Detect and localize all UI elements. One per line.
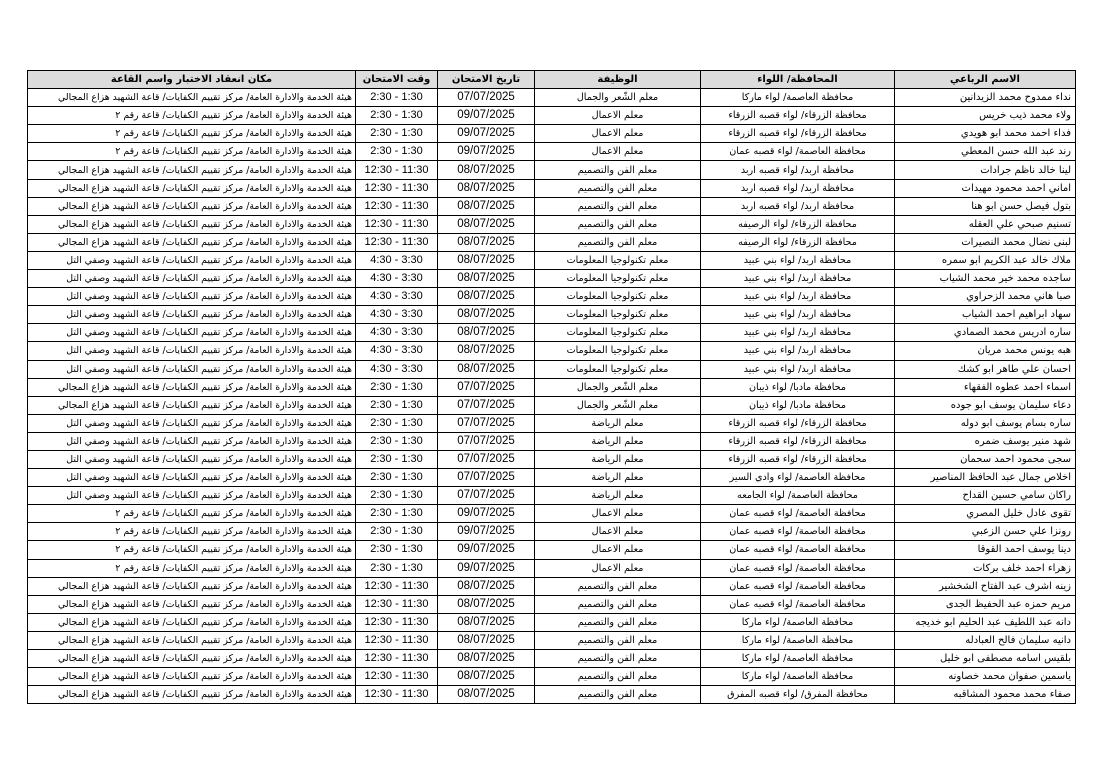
- date-cell: 09/07/2025: [438, 523, 535, 541]
- header-time: وقت الامتحان: [356, 71, 438, 89]
- job-cell: معلم الفن والتصميم: [535, 595, 701, 613]
- job-cell: معلم تكنولوجيا المعلومات: [535, 306, 701, 324]
- date-cell: 08/07/2025: [438, 650, 535, 668]
- place-cell: هيئة الخدمة والادارة العامة/ مركز تقييم الكفايات/ قاعة الشهيد وصفي التل: [28, 288, 356, 306]
- date-cell: 08/07/2025: [438, 270, 535, 288]
- governorate-cell: محافظة العاصمة/ لواء قصبه عمان: [701, 523, 895, 541]
- place-cell: هيئة الخدمة والادارة العامة/ مركز تقييم الكفايات/ قاعة الشهيد هزاع المجالي: [28, 179, 356, 197]
- place-cell: هيئة الخدمة والادارة العامة/ مركز تقييم الكفايات/ قاعة رقم ٢: [28, 107, 356, 125]
- place-cell: هيئة الخدمة والادارة العامة/ مركز تقييم الكفايات/ قاعة الشهيد هزاع المجالي: [28, 161, 356, 179]
- job-cell: معلم الفن والتصميم: [535, 179, 701, 197]
- table-row: [28, 432, 1076, 450]
- place-cell: هيئة الخدمة والادارة العامة/ مركز تقييم الكفايات/ قاعة رقم ٢: [28, 541, 356, 559]
- time-cell: 2:30 - 1:30: [356, 541, 438, 559]
- time-cell: 2:30 - 1:30: [356, 125, 438, 143]
- time-cell: 12:30 - 11:30: [356, 161, 438, 179]
- place-cell: هيئة الخدمة والادارة العامة/ مركز تقييم الكفايات/ قاعة رقم ٢: [28, 143, 356, 161]
- header-governorate: المحافظة/ اللواء: [701, 71, 895, 89]
- job-cell: معلم الشّعر والجمال: [535, 396, 701, 414]
- place-cell: هيئة الخدمة والادارة العامة/ مركز تقييم الكفايات/ قاعة الشهيد وصفي التل: [28, 487, 356, 505]
- table-row: [28, 288, 1076, 306]
- date-cell: 09/07/2025: [438, 541, 535, 559]
- governorate-cell: محافظة الزرقاء/ لواء قصبه الزرقاء: [701, 450, 895, 468]
- table-row: [28, 360, 1076, 378]
- time-cell: 4:30 - 3:30: [356, 288, 438, 306]
- job-cell: معلم الفن والتصميم: [535, 215, 701, 233]
- header-place: مكان انعقاد الاختبار واسم القاعة: [28, 71, 356, 89]
- table-row: [28, 541, 1076, 559]
- job-cell: معلم الشّعر والجمال: [535, 378, 701, 396]
- job-cell: معلم تكنولوجيا المعلومات: [535, 251, 701, 269]
- governorate-cell: محافظة العاصمة/ لواء ماركا: [701, 668, 895, 686]
- date-cell: 09/07/2025: [438, 505, 535, 523]
- name-cell: زهراء احمد خلف بركات: [895, 559, 1076, 577]
- date-cell: 08/07/2025: [438, 215, 535, 233]
- place-cell: هيئة الخدمة والادارة العامة/ مركز تقييم الكفايات/ قاعة رقم ٢: [28, 125, 356, 143]
- job-cell: معلم تكنولوجيا المعلومات: [535, 324, 701, 342]
- table-row: [28, 378, 1076, 396]
- governorate-cell: محافظة اربد/ لواء قصبه اربد: [701, 197, 895, 215]
- job-cell: معلم تكنولوجيا المعلومات: [535, 270, 701, 288]
- name-cell: ساره بسام يوسف ابو دوله: [895, 414, 1076, 432]
- table-row: [28, 595, 1076, 613]
- time-cell: 2:30 - 1:30: [356, 396, 438, 414]
- name-cell: اماني احمد محمود مهيدات: [895, 179, 1076, 197]
- job-cell: معلم الفن والتصميم: [535, 197, 701, 215]
- governorate-cell: محافظة الزرقاء/ لواء الرصيفه: [701, 233, 895, 251]
- job-cell: معلم الرياضة: [535, 432, 701, 450]
- governorate-cell: محافظة العاصمة/ لواء الجامعه: [701, 487, 895, 505]
- date-cell: 08/07/2025: [438, 342, 535, 360]
- table-row: [28, 668, 1076, 686]
- name-cell: هبه يونس محمد مريان: [895, 342, 1076, 360]
- job-cell: معلم تكنولوجيا المعلومات: [535, 288, 701, 306]
- job-cell: معلم الفن والتصميم: [535, 686, 701, 704]
- table-body: [28, 89, 1076, 704]
- time-cell: 12:30 - 11:30: [356, 215, 438, 233]
- name-cell: ساره ادريس محمد الصمادي: [895, 324, 1076, 342]
- place-cell: هيئة الخدمة والادارة العامة/ مركز تقييم الكفايات/ قاعة الشهيد هزاع المجالي: [28, 686, 356, 704]
- table-row: [28, 577, 1076, 595]
- name-cell: راكان سامي حسين القداح: [895, 487, 1076, 505]
- governorate-cell: محافظة الزرقاء/ لواء قصبه الزرقاء: [701, 125, 895, 143]
- time-cell: 12:30 - 11:30: [356, 577, 438, 595]
- governorate-cell: محافظة اربد/ لواء قصبه اربد: [701, 179, 895, 197]
- table-row: [28, 270, 1076, 288]
- name-cell: رند عبد الله حسن المعطي: [895, 143, 1076, 161]
- date-cell: 08/07/2025: [438, 577, 535, 595]
- governorate-cell: محافظة اربد/ لواء بني عبيد: [701, 288, 895, 306]
- place-cell: هيئة الخدمة والادارة العامة/ مركز تقييم الكفايات/ قاعة رقم ٢: [28, 523, 356, 541]
- name-cell: مريم حمزه عبد الحفيظ الجدى: [895, 595, 1076, 613]
- date-cell: 09/07/2025: [438, 143, 535, 161]
- governorate-cell: محافظة اربد/ لواء بني عبيد: [701, 270, 895, 288]
- place-cell: هيئة الخدمة والادارة العامة/ مركز تقييم الكفايات/ قاعة الشهيد هزاع المجالي: [28, 650, 356, 668]
- name-cell: صفاء محمد محمود المشاقبه: [895, 686, 1076, 704]
- name-cell: دانيه سليمان فالح العبادله: [895, 631, 1076, 649]
- time-cell: 2:30 - 1:30: [356, 487, 438, 505]
- job-cell: معلم الرياضة: [535, 450, 701, 468]
- date-cell: 08/07/2025: [438, 631, 535, 649]
- governorate-cell: محافظة اربد/ لواء بني عبيد: [701, 342, 895, 360]
- table-header: [28, 71, 1076, 89]
- table-row: [28, 505, 1076, 523]
- date-cell: 07/07/2025: [438, 432, 535, 450]
- job-cell: معلم الرياضة: [535, 414, 701, 432]
- job-cell: معلم الاعمال: [535, 143, 701, 161]
- date-cell: 07/07/2025: [438, 414, 535, 432]
- time-cell: 12:30 - 11:30: [356, 613, 438, 631]
- place-cell: هيئة الخدمة والادارة العامة/ مركز تقييم الكفايات/ قاعة الشهيد وصفي التل: [28, 324, 356, 342]
- table-row: [28, 487, 1076, 505]
- table-row: [28, 324, 1076, 342]
- job-cell: معلم تكنولوجيا المعلومات: [535, 342, 701, 360]
- date-cell: 08/07/2025: [438, 251, 535, 269]
- name-cell: دينا يوسف احمد القوقا: [895, 541, 1076, 559]
- governorate-cell: محافظة الزرقاء/ لواء قصبه الزرقاء: [701, 107, 895, 125]
- table-row: [28, 143, 1076, 161]
- time-cell: 2:30 - 1:30: [356, 559, 438, 577]
- table-row: [28, 197, 1076, 215]
- job-cell: معلم الاعمال: [535, 541, 701, 559]
- table-row: [28, 251, 1076, 269]
- place-cell: هيئة الخدمة والادارة العامة/ مركز تقييم الكفايات/ قاعة الشهيد هزاع المجالي: [28, 233, 356, 251]
- job-cell: معلم الاعمال: [535, 559, 701, 577]
- date-cell: 07/07/2025: [438, 89, 535, 107]
- place-cell: هيئة الخدمة والادارة العامة/ مركز تقييم الكفايات/ قاعة الشهيد وصفي التل: [28, 360, 356, 378]
- date-cell: 08/07/2025: [438, 233, 535, 251]
- table-row: [28, 342, 1076, 360]
- table-row: [28, 559, 1076, 577]
- exam-schedule-table: [27, 70, 1076, 704]
- time-cell: 2:30 - 1:30: [356, 523, 438, 541]
- date-cell: 07/07/2025: [438, 378, 535, 396]
- place-cell: هيئة الخدمة والادارة العامة/ مركز تقييم الكفايات/ قاعة الشهيد هزاع المجالي: [28, 89, 356, 107]
- header-name: الاسم الرباعي: [895, 71, 1076, 89]
- date-cell: 08/07/2025: [438, 613, 535, 631]
- table-row: [28, 686, 1076, 704]
- governorate-cell: محافظة العاصمة/ لواء قصبه عمان: [701, 505, 895, 523]
- place-cell: هيئة الخدمة والادارة العامة/ مركز تقييم الكفايات/ قاعة الشهيد هزاع المجالي: [28, 577, 356, 595]
- name-cell: دعاء سليمان يوسف ابو جوده: [895, 396, 1076, 414]
- time-cell: 12:30 - 11:30: [356, 197, 438, 215]
- time-cell: 12:30 - 11:30: [356, 686, 438, 704]
- time-cell: 12:30 - 11:30: [356, 179, 438, 197]
- name-cell: شهد منير يوسف ضمره: [895, 432, 1076, 450]
- governorate-cell: محافظة اربد/ لواء بني عبيد: [701, 306, 895, 324]
- time-cell: 12:30 - 11:30: [356, 233, 438, 251]
- name-cell: بلقيس اسامه مصطفى ابو خليل: [895, 650, 1076, 668]
- date-cell: 08/07/2025: [438, 686, 535, 704]
- place-cell: هيئة الخدمة والادارة العامة/ مركز تقييم الكفايات/ قاعة رقم ٢: [28, 505, 356, 523]
- job-cell: معلم تكنولوجيا المعلومات: [535, 360, 701, 378]
- name-cell: تسنيم صبحي علي العقله: [895, 215, 1076, 233]
- name-cell: صبا هاني محمد الزحراوي: [895, 288, 1076, 306]
- time-cell: 2:30 - 1:30: [356, 469, 438, 487]
- time-cell: 2:30 - 1:30: [356, 89, 438, 107]
- table-row: [28, 631, 1076, 649]
- name-cell: نداء ممدوح محمد الزيدانين: [895, 89, 1076, 107]
- governorate-cell: محافظة مادبا/ لواء ذيبان: [701, 378, 895, 396]
- name-cell: ساجده محمد خير محمد الشياب: [895, 270, 1076, 288]
- time-cell: 4:30 - 3:30: [356, 251, 438, 269]
- date-cell: 08/07/2025: [438, 306, 535, 324]
- name-cell: سهاد ابراهيم احمد الشياب: [895, 306, 1076, 324]
- table-row: [28, 396, 1076, 414]
- place-cell: هيئة الخدمة والادارة العامة/ مركز تقييم الكفايات/ قاعة الشهيد هزاع المجالي: [28, 378, 356, 396]
- time-cell: 4:30 - 3:30: [356, 270, 438, 288]
- job-cell: معلم الشّعر والجمال: [535, 89, 701, 107]
- name-cell: زينه اشرف عبد الفتاح الشخشير: [895, 577, 1076, 595]
- name-cell: بتول فيصل حسن ابو هنا: [895, 197, 1076, 215]
- governorate-cell: محافظة اربد/ لواء قصبه اربد: [701, 161, 895, 179]
- date-cell: 08/07/2025: [438, 360, 535, 378]
- exam-schedule-sheet: [27, 70, 1075, 704]
- time-cell: 2:30 - 1:30: [356, 450, 438, 468]
- table-row: [28, 89, 1076, 107]
- governorate-cell: محافظة العاصمة/ لواء قصبه عمان: [701, 143, 895, 161]
- name-cell: ولاء محمد ذيب خريس: [895, 107, 1076, 125]
- time-cell: 2:30 - 1:30: [356, 143, 438, 161]
- governorate-cell: محافظة الزرقاء/ لواء الرصيفه: [701, 215, 895, 233]
- table-row: [28, 469, 1076, 487]
- date-cell: 08/07/2025: [438, 197, 535, 215]
- header-date: تاريخ الامتحان: [438, 71, 535, 89]
- job-cell: معلم الفن والتصميم: [535, 650, 701, 668]
- place-cell: هيئة الخدمة والادارة العامة/ مركز تقييم الكفايات/ قاعة رقم ٢: [28, 559, 356, 577]
- date-cell: 08/07/2025: [438, 668, 535, 686]
- place-cell: هيئة الخدمة والادارة العامة/ مركز تقييم الكفايات/ قاعة الشهيد وصفي التل: [28, 469, 356, 487]
- governorate-cell: محافظة العاصمة/ لواء قصبه عمان: [701, 559, 895, 577]
- governorate-cell: محافظة اربد/ لواء بني عبيد: [701, 360, 895, 378]
- time-cell: 4:30 - 3:30: [356, 342, 438, 360]
- place-cell: هيئة الخدمة والادارة العامة/ مركز تقييم الكفايات/ قاعة الشهيد وصفي التل: [28, 414, 356, 432]
- place-cell: هيئة الخدمة والادارة العامة/ مركز تقييم الكفايات/ قاعة الشهيد وصفي التل: [28, 432, 356, 450]
- name-cell: ملاك خالد عبد الكريم ابو سمره: [895, 251, 1076, 269]
- table-row: [28, 414, 1076, 432]
- place-cell: هيئة الخدمة والادارة العامة/ مركز تقييم الكفايات/ قاعة الشهيد وصفي التل: [28, 270, 356, 288]
- time-cell: 2:30 - 1:30: [356, 378, 438, 396]
- governorate-cell: محافظة العاصمة/ لواء ماركا: [701, 650, 895, 668]
- time-cell: 4:30 - 3:30: [356, 360, 438, 378]
- job-cell: معلم الفن والتصميم: [535, 233, 701, 251]
- date-cell: 07/07/2025: [438, 396, 535, 414]
- place-cell: هيئة الخدمة والادارة العامة/ مركز تقييم الكفايات/ قاعة الشهيد هزاع المجالي: [28, 595, 356, 613]
- governorate-cell: محافظة الزرقاء/ لواء قصبه الزرقاء: [701, 414, 895, 432]
- governorate-cell: محافظة الزرقاء/ لواء قصبه الزرقاء: [701, 432, 895, 450]
- place-cell: هيئة الخدمة والادارة العامة/ مركز تقييم الكفايات/ قاعة الشهيد وصفي التل: [28, 342, 356, 360]
- header-job: الوظيفة: [535, 71, 701, 89]
- table-row: [28, 179, 1076, 197]
- name-cell: سجى محمود احمد سحمان: [895, 450, 1076, 468]
- table-row: [28, 450, 1076, 468]
- place-cell: هيئة الخدمة والادارة العامة/ مركز تقييم الكفايات/ قاعة الشهيد وصفي التل: [28, 306, 356, 324]
- job-cell: معلم الفن والتصميم: [535, 631, 701, 649]
- date-cell: 07/07/2025: [438, 487, 535, 505]
- name-cell: لبنى نضال محمد النصيرات: [895, 233, 1076, 251]
- date-cell: 07/07/2025: [438, 469, 535, 487]
- place-cell: هيئة الخدمة والادارة العامة/ مركز تقييم الكفايات/ قاعة الشهيد هزاع المجالي: [28, 668, 356, 686]
- date-cell: 07/07/2025: [438, 450, 535, 468]
- governorate-cell: محافظة العاصمة/ لواء ماركا: [701, 631, 895, 649]
- table-row: [28, 215, 1076, 233]
- time-cell: 4:30 - 3:30: [356, 324, 438, 342]
- name-cell: تقوى عادل خليل المصري: [895, 505, 1076, 523]
- governorate-cell: محافظة اربد/ لواء بني عبيد: [701, 251, 895, 269]
- job-cell: معلم الاعمال: [535, 505, 701, 523]
- date-cell: 08/07/2025: [438, 595, 535, 613]
- time-cell: 2:30 - 1:30: [356, 414, 438, 432]
- place-cell: هيئة الخدمة والادارة العامة/ مركز تقييم الكفايات/ قاعة الشهيد هزاع المجالي: [28, 215, 356, 233]
- place-cell: هيئة الخدمة والادارة العامة/ مركز تقييم الكفايات/ قاعة الشهيد وصفي التل: [28, 251, 356, 269]
- time-cell: 2:30 - 1:30: [356, 107, 438, 125]
- job-cell: معلم الاعمال: [535, 107, 701, 125]
- time-cell: 2:30 - 1:30: [356, 432, 438, 450]
- time-cell: 12:30 - 11:30: [356, 631, 438, 649]
- governorate-cell: محافظة العاصمة/ لواء قصبه عمان: [701, 577, 895, 595]
- name-cell: رونزا علي حسن الزعبي: [895, 523, 1076, 541]
- header-row: [28, 71, 1076, 89]
- governorate-cell: محافظة العاصمة/ لواء قصبه عمان: [701, 541, 895, 559]
- place-cell: هيئة الخدمة والادارة العامة/ مركز تقييم الكفايات/ قاعة الشهيد وصفي التل: [28, 450, 356, 468]
- governorate-cell: محافظة مادبا/ لواء ذيبان: [701, 396, 895, 414]
- table-row: [28, 107, 1076, 125]
- governorate-cell: محافظة العاصمة/ لواء ماركا: [701, 89, 895, 107]
- name-cell: دانه عبد اللطيف عبد الحليم ابو خديجه: [895, 613, 1076, 631]
- job-cell: معلم الرياضة: [535, 487, 701, 505]
- time-cell: 12:30 - 11:30: [356, 595, 438, 613]
- table-row: [28, 613, 1076, 631]
- job-cell: معلم الفن والتصميم: [535, 668, 701, 686]
- name-cell: ياسمين صفوان محمد خصاونه: [895, 668, 1076, 686]
- time-cell: 12:30 - 11:30: [356, 668, 438, 686]
- name-cell: اسماء احمد عطوه الفقهاء: [895, 378, 1076, 396]
- job-cell: معلم الرياضة: [535, 469, 701, 487]
- table-row: [28, 161, 1076, 179]
- time-cell: 12:30 - 11:30: [356, 650, 438, 668]
- time-cell: 4:30 - 3:30: [356, 306, 438, 324]
- table-row: [28, 306, 1076, 324]
- time-cell: 2:30 - 1:30: [356, 505, 438, 523]
- governorate-cell: محافظة اربد/ لواء بني عبيد: [701, 324, 895, 342]
- place-cell: هيئة الخدمة والادارة العامة/ مركز تقييم الكفايات/ قاعة الشهيد هزاع المجالي: [28, 396, 356, 414]
- table-row: [28, 233, 1076, 251]
- job-cell: معلم الفن والتصميم: [535, 613, 701, 631]
- job-cell: معلم الاعمال: [535, 523, 701, 541]
- table-row: [28, 125, 1076, 143]
- table-row: [28, 650, 1076, 668]
- place-cell: هيئة الخدمة والادارة العامة/ مركز تقييم الكفايات/ قاعة الشهيد هزاع المجالي: [28, 631, 356, 649]
- date-cell: 09/07/2025: [438, 107, 535, 125]
- place-cell: هيئة الخدمة والادارة العامة/ مركز تقييم الكفايات/ قاعة الشهيد هزاع المجالي: [28, 613, 356, 631]
- date-cell: 08/07/2025: [438, 324, 535, 342]
- governorate-cell: محافظة العاصمة/ لواء ماركا: [701, 613, 895, 631]
- date-cell: 08/07/2025: [438, 288, 535, 306]
- job-cell: معلم الفن والتصميم: [535, 161, 701, 179]
- name-cell: فداء احمد محمد ابو هويدي: [895, 125, 1076, 143]
- place-cell: هيئة الخدمة والادارة العامة/ مركز تقييم الكفايات/ قاعة الشهيد هزاع المجالي: [28, 197, 356, 215]
- date-cell: 08/07/2025: [438, 161, 535, 179]
- name-cell: احسان علي طاهر ابو كشك: [895, 360, 1076, 378]
- job-cell: معلم الاعمال: [535, 125, 701, 143]
- governorate-cell: محافظة المفرق/ لواء قصبه المفرق: [701, 686, 895, 704]
- name-cell: لينا خالد ناظم جرادات: [895, 161, 1076, 179]
- table-row: [28, 523, 1076, 541]
- date-cell: 09/07/2025: [438, 559, 535, 577]
- governorate-cell: محافظة العاصمة/ لواء وادي السير: [701, 469, 895, 487]
- date-cell: 08/07/2025: [438, 179, 535, 197]
- date-cell: 09/07/2025: [438, 125, 535, 143]
- job-cell: معلم الفن والتصميم: [535, 577, 701, 595]
- governorate-cell: محافظة العاصمة/ لواء قصبه عمان: [701, 595, 895, 613]
- name-cell: اخلاص جمال عبد الحافظ المناصير: [895, 469, 1076, 487]
